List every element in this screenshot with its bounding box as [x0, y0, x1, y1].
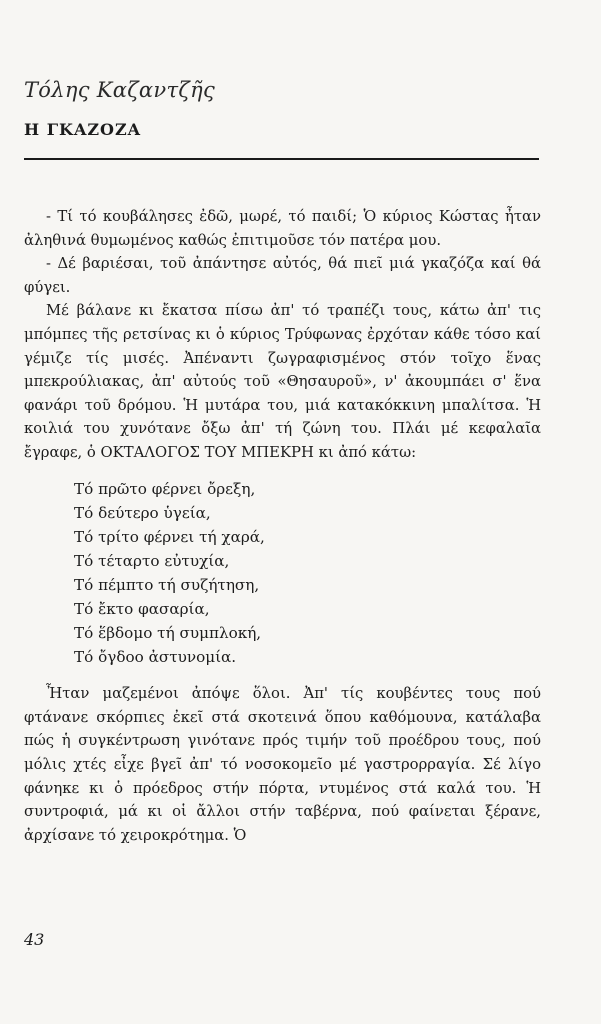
paragraph: Μέ βάλανε κι ἔκατσα πίσω ἀπ' τό τραπέζι τους, κάτω ἀπ' τις μπόμπες τῆς ρετσίνας κι ὁ κύριος Τρύφωνας ἐρχόταν κάθε τόσο καί γέμιζε τίς μισές. Ἀπέναντι ζωγραφισμένος στόν τοῖχο ἕνας μπεκρούλιακας, ἀπ' αὐτούς τοῦ «Θησαυροῦ», ν' ἀκουμπάει σ' ἕνα φανάρι τοῦ δρόμου. Ἡ μυτάρα του, μιά κατακόκκινη μπαλίτσα. Ἡ κοιλιά του χυνότανε ὄξω ἀπ' τή ζώνη του. Πλάι μέ κεφαλαῖα ἔγραφε, ὁ ΟΚΤΑΛΟΓΟΣ ΤΟΥ ΜΠΕΚΡΗ κι ἀπό κάτω:	[24, 302, 541, 461]
poem-line: Τό ἔκτο φασαρία,	[74, 600, 210, 618]
author-name: Τόλης Καζαντζῆς	[24, 78, 216, 102]
poem-line: Τό πέμπτο τή συζήτηση,	[74, 575, 260, 594]
poem-line: Τό πρῶτο φέρνει ὄρεξη,	[74, 479, 256, 498]
paragraph: - Τί τό κουβάλησες ἐδῶ, μωρέ, τό παιδί; Ὁ κύριος Κώστας ἦταν ἀληθινά θυμωμένος καθώς ἐπιτιμοῦσε τόν πατέρα μου.	[24, 208, 541, 249]
title-divider	[24, 158, 539, 160]
page-number: 43	[24, 930, 45, 949]
paragraph: Ἦταν μαζεμένοι ἀπόψε ὅλοι. Ἀπ' τίς κουβέντες τους πού φτάνανε σκόρπιες ἐκεῖ στά σκοτεινά ὅπου καθόμουνα, κατάλαβα πώς ἡ συγκέντρωση γινότανε πρός τιμήν τοῦ προέδρου τους, πού μόλις χτές εἶχε βγεῖ ἀπ' τό νοσοκομεῖο μέ γαστρορραγία. Σέ λίγο φάνηκε κι ὁ πρόεδρος στήν πόρτα, ντυμένος στά καλά του. Ἡ συντροφιά, μά κι οἱ ἄλλοι στήν ταβέρνα, πού φαίνεται ξέρανε, ἀρχίσανε τό χειροκρότημα. Ὁ	[24, 685, 541, 844]
story-text	[24, 205, 541, 847]
poem-line: Τό τρίτο φέρνει τή χαρά,	[74, 527, 265, 546]
poem-line: Τό ἕβδομο τή συμπλοκή,	[74, 624, 262, 643]
poem-line: Τό δεύτερο ὑγεία,	[74, 503, 211, 522]
story-title: Η ΓΚΑΖΟΖΑ	[24, 120, 142, 139]
poem-line: Τό ὄγδοο ἀστυνομία.	[74, 648, 237, 667]
poem-octalogue	[74, 477, 541, 670]
poem-line: Τό τέταρτο εὐτυχία,	[74, 551, 230, 570]
paragraph: - Δέ βαριέσαι, τοῦ ἀπάντησε αὐτός, θά πιεῖ μιά γκαζόζα καί θά φύγει.	[24, 255, 541, 296]
